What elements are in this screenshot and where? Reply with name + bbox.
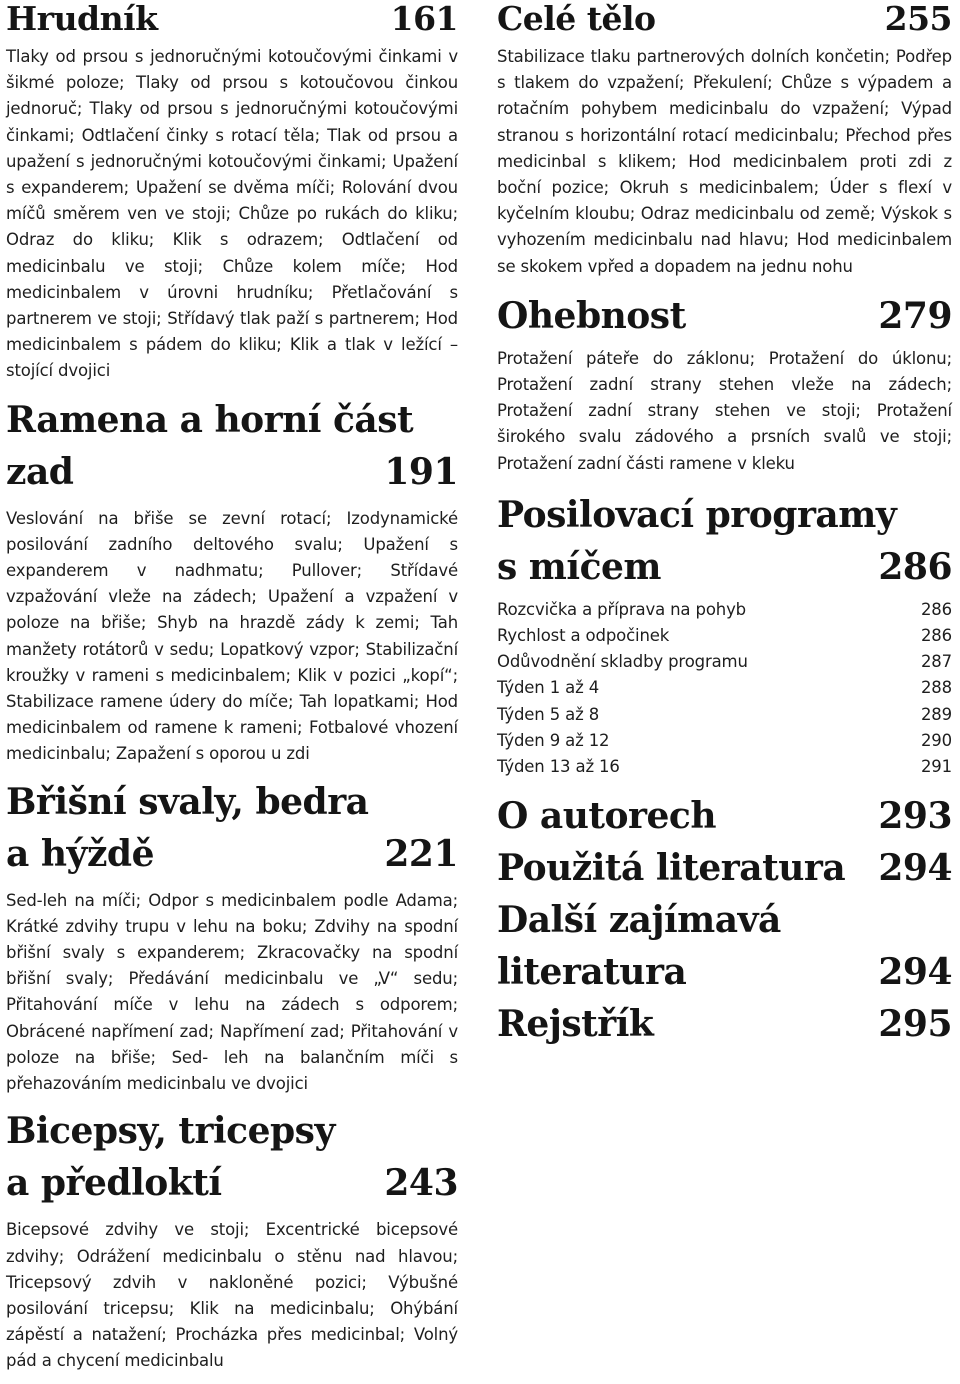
toc-heading-o-autorech[interactable] xyxy=(497,790,952,842)
page-number: 286 xyxy=(920,599,952,619)
page-number: 287 xyxy=(920,652,952,672)
heading-title: O autorech xyxy=(497,795,716,838)
toc-heading-ohebnost[interactable] xyxy=(497,290,952,342)
list-item[interactable]: Odůvodnění skladby programu 287 xyxy=(497,649,952,675)
program-entry-list xyxy=(497,597,952,780)
toc-heading-cele-telo[interactable] xyxy=(497,0,952,45)
list-item[interactable]: Týden 13 až 16 291 xyxy=(497,754,952,780)
page-number: 295 xyxy=(878,1003,952,1046)
page-number: 191 xyxy=(384,450,458,493)
heading-title-line1: Posilovací programy xyxy=(497,493,897,536)
page-number: 286 xyxy=(878,545,952,588)
page-number: 243 xyxy=(384,1162,458,1205)
toc-heading-hrudnik[interactable] xyxy=(6,0,458,45)
list-item[interactable]: Rychlost a odpočinek 286 xyxy=(497,623,952,649)
heading-title-line1: Bicepsy, tricepsy xyxy=(6,1110,335,1153)
list-item[interactable]: Rozcvička a příprava na pohyb 286 xyxy=(497,597,952,623)
right-column xyxy=(497,0,952,1050)
list-item[interactable]: Týden 1 až 4 288 xyxy=(497,675,952,701)
toc-heading-ramena[interactable] xyxy=(6,394,458,498)
section-text-ramena: Veslování na břiše se zevní rotací; Izodynamické posilování zadního deltového svalu; Upažení s expanderem v nadhmatu; Pullover; Střídavé vzpažování vleže na zádech; Upažení a vzpažení v poloze na břiše; Shyb na hrazdě zády k zemi; Tah manžety rotátorů v sedu; Lopatkový vzpor; Stabilizační kroužky v rameni s medicinbalem; Klik v pozici „kopí“; Stabilizace ramene údery do míče; Tah lopatkami; Hod medicinbalem od ramene k rameni; Fotbalové vhození medicinbalu; Zapažení s oporou u zdi xyxy=(6,508,458,764)
toc-heading-bricho[interactable] xyxy=(6,776,458,880)
page-number: 294 xyxy=(878,847,952,890)
left-column xyxy=(6,0,458,1375)
toc-heading-bicepsy[interactable] xyxy=(6,1105,458,1209)
heading-title-line1: Ramena a horní část xyxy=(6,398,414,441)
page-number: 221 xyxy=(384,832,458,875)
heading-title-line1: Břišní svaly, bedra xyxy=(6,780,369,823)
heading-title-line2: a hýždě xyxy=(6,832,154,875)
heading-title: Použitá literatura xyxy=(497,847,846,890)
heading-title: Hrudník xyxy=(6,0,158,38)
section-text-ohebnost: Protažení páteře do záklonu; Protažení do úklonu; Protažení zadní strany stehen vleže na zádech; Protažení zadní strany stehen ve stoji; Protažení širokého svalu zádového a prsních svalů ve stoji; Protažení zadní části ramene v kleku xyxy=(497,348,952,473)
page-number: 288 xyxy=(920,678,952,698)
toc-heading-dalsi-literatura[interactable] xyxy=(497,894,952,998)
heading-title-line2: literatura xyxy=(497,951,687,994)
heading-title-line2: a předloktí xyxy=(6,1162,222,1205)
section-text-bicepsy: Bicepsové zdvihy ve stoji; Excentrické bicepsové zdvihy; Odrážení medicinbalu o stěnu nad hlavou; Tricepsový zdvih v nakloněné pozici; Výbušné posilování tricepsu; Klik na medicinbalu; Ohýbání zápěstí a natažení; Procházka přes medicinbal; Volný pád a chycení medicinbalu xyxy=(6,1220,458,1371)
page-number: 161 xyxy=(390,0,458,38)
page-number: 279 xyxy=(878,294,952,337)
heading-title: Ohebnost xyxy=(497,294,686,337)
toc-heading-rejstrik[interactable] xyxy=(497,998,952,1050)
heading-title-line2: s míčem xyxy=(497,545,661,588)
heading-title: Celé tělo xyxy=(497,0,656,38)
toc-heading-programy[interactable] xyxy=(497,489,952,593)
heading-title-line2: zad xyxy=(6,450,74,493)
page-number: 255 xyxy=(884,0,952,38)
page-number: 294 xyxy=(878,951,952,994)
page-number: 291 xyxy=(920,757,952,777)
heading-title-line1: Další zajímavá xyxy=(497,899,781,942)
section-text-bricho: Sed-leh na míči; Odpor s medicinbalem podle Adama; Krátké zdvihy trupu v lehu na boku; Zdvihy na spodní břišní svaly s expanderem; Zkracovačky na spodní břišní svaly; Předávání medicinbalu ve „V“ sedu; Přitahování míče v lehu na zádech s odporem; Obrácené napřímení zad; Napřímení zad; Přitahování v poloze na břiše; Sed- leh na balančním míči s přehazováním medicinbalu ve dvojici xyxy=(6,890,458,1094)
page-number: 289 xyxy=(920,704,952,724)
toc-heading-pouzita-literatura[interactable] xyxy=(497,842,952,894)
page-number: 293 xyxy=(878,795,952,838)
list-item[interactable]: Týden 5 až 8 289 xyxy=(497,702,952,728)
page-number: 290 xyxy=(920,730,952,750)
page-number: 286 xyxy=(920,626,952,646)
section-text-hrudnik: Tlaky od prsou s jednoručnými kotoučovými činkami v šikmé poloze; Tlaky od prsou s kotoučovou činkou jednoruč; Tlaky od prsou s jednoručnými kotoučovými činkami; Odtlačení činky s rotací těla; Tlak od prsou a upažení s jednoručnými kotoučovými činkami; Upažení s expanderem; Upažení se dvěma míči; Rolování dvou míčů směrem ven ve stoji; Chůze po rukách do kliku; Odraz do kliku; Klik s odrazem; Odtlačení od medicinbalu ve stoji; Chůze kolem míče; Hod medicinbalem v úrovni hrudníku; Přetlačování s partnerem ve stoji; Střídavý tlak paží s partnerem; Hod medicinbalem s pádem do kliku; Klik a tlak v ležící – stojící dvojici xyxy=(6,47,458,381)
heading-title: Rejstřík xyxy=(497,1003,654,1046)
list-item[interactable]: Týden 9 až 12 290 xyxy=(497,728,952,754)
section-text-cele-telo: Stabilizace tlaku partnerových dolních končetin; Podřep s tlakem do vzpažení; Překulení; Chůze s výpadem a rotačním pohybem medicinbalu do vzpažení; Výpad stranou s horizontální rotací medicinbalu; Přechod přes medicinbal s klikem; Hod medicinbalem proti zdi z boční pozice; Okruh s medicinbalem; Úder s flexí v kyčelním kloubu; Odraz medicinbalu od země; Výskok s vyhozením medicinbalu nad hlavu; Hod medicinbalem se skokem vpřed a dopadem na jednu nohu xyxy=(497,47,952,276)
